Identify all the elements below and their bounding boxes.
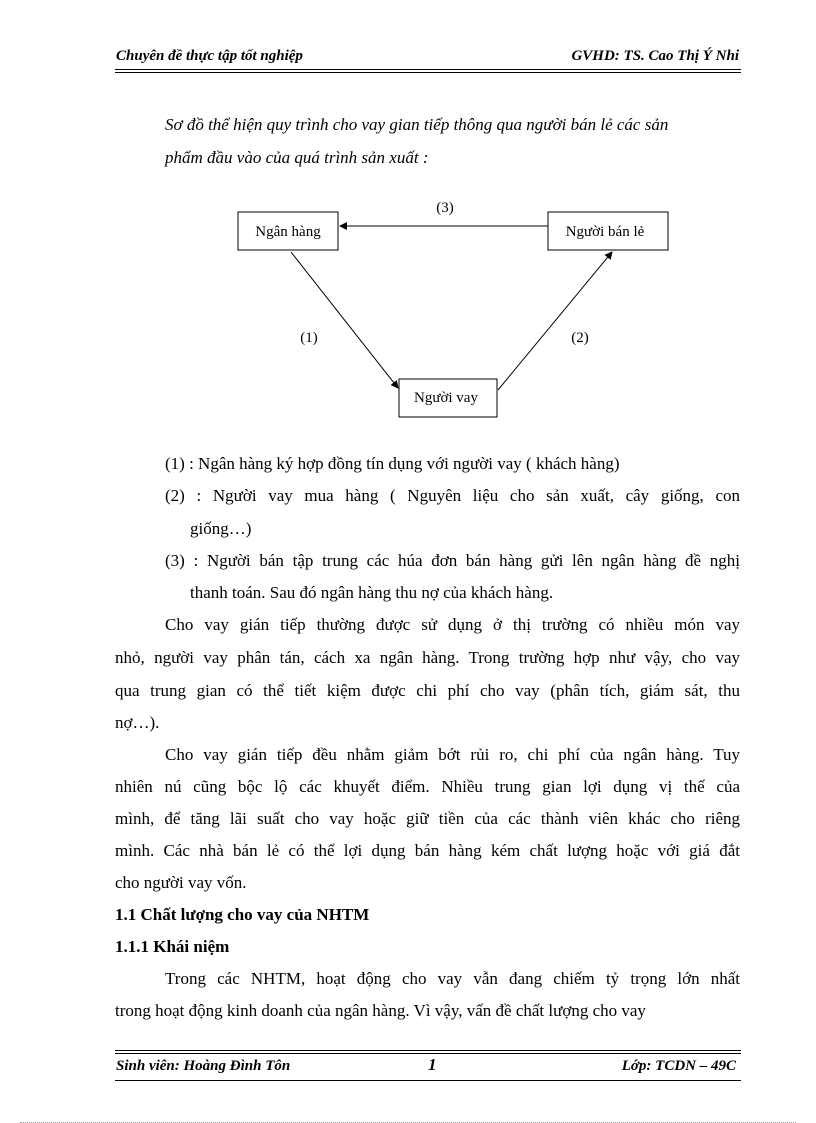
para1-line-1: Cho vay gián tiếp thường được sử dụng ở thị trường có nhiều món vay — [165, 615, 740, 634]
legend-3-cont: thanh toán. Sau đó ngân hàng thu nợ của khách hàng. — [190, 583, 554, 602]
footer-left: Sinh viên: Hoàng Đình Tôn — [116, 1058, 291, 1074]
legend-2-cont: giống…) — [190, 519, 252, 538]
footer-rule — [115, 1053, 741, 1054]
footer-rule-bottom — [115, 1080, 741, 1081]
heading-section: 1.1 Chất lượng cho vay của NHTM — [115, 905, 370, 924]
heading-subsection: 1.1.1 Khái niệm — [115, 937, 230, 956]
intro-line-2: phẩm đầu vào của quá trình sản xuất : — [165, 148, 429, 167]
para2-line-1: Cho vay gián tiếp đều nhằm giảm bớt rủi ro, chi phí của ngân hàng. Tuy — [165, 745, 740, 764]
intro-line-1: Sơ đồ thể hiện quy trình cho vay gian tiếp thông qua người bán lẻ các sản — [165, 115, 669, 134]
legend-1: (1) : Ngân hàng ký hợp đồng tín dụng với người vay ( khách hàng) — [165, 454, 620, 473]
header-left: Chuyên đề thực tập tốt nghiệp — [116, 48, 303, 64]
para1-line-4: nợ…). — [115, 713, 160, 732]
step-2-label: (2) — [571, 330, 589, 346]
para3-line-2: trong hoạt động kinh doanh của ngân hàng. Vì vậy, vấn đề chất lượng cho vay — [115, 1001, 646, 1020]
step-1-label: (1) — [300, 330, 318, 346]
borrower-label: Người vay — [414, 390, 478, 406]
para2-line-3: mình, để tăng lãi suất cho vay hoặc giữ tiền của các thành viên khác cho riêng — [115, 809, 740, 828]
para1-line-2: nhỏ, người vay phân tán, cách xa ngân hàng. Trong trường hợp như vậy, cho vay — [115, 648, 740, 667]
retailer-label: Người bán lẻ — [565, 224, 645, 240]
page-number: 1 — [428, 1055, 437, 1074]
footer-right: Lớp: TCDN – 49C — [621, 1058, 736, 1074]
para2-line-5: cho người vay vốn. — [115, 873, 247, 892]
lending-flow-diagram — [0, 0, 816, 440]
para2-line-2: nhiên nú cũng bộc lộ các khuyết điểm. Nhiều trung gian lợi dụng vị thế của — [115, 777, 740, 796]
legend-3: (3) : Người bán tập trung các húa đơn bán hàng gửi lên ngân hàng đề nghị — [165, 551, 740, 570]
para1-line-3: qua trung gian có thể tiết kiệm được chi phí cho vay (phân tích, giám sát, thu — [115, 681, 740, 700]
header-right: GVHD: TS. Cao Thị Ý Nhi — [571, 48, 739, 64]
legend-2: (2) : Người vay mua hàng ( Nguyên liệu cho sản xuất, cây giống, con — [165, 486, 740, 505]
step-3-label: (3) — [436, 200, 454, 216]
arrow-step-1 — [291, 252, 398, 388]
arrow-step-2 — [498, 252, 612, 390]
para2-line-4: mình. Các nhà bán lẻ có thể lợi dụng bán hàng kém chất lượng hoặc với giá đắt — [115, 841, 740, 860]
bank-label: Ngân hàng — [255, 224, 321, 240]
para3-line-1: Trong các NHTM, hoạt động cho vay vẫn đang chiếm tỷ trọng lớn nhất — [165, 969, 740, 988]
footer-rule-thin — [115, 1050, 741, 1051]
